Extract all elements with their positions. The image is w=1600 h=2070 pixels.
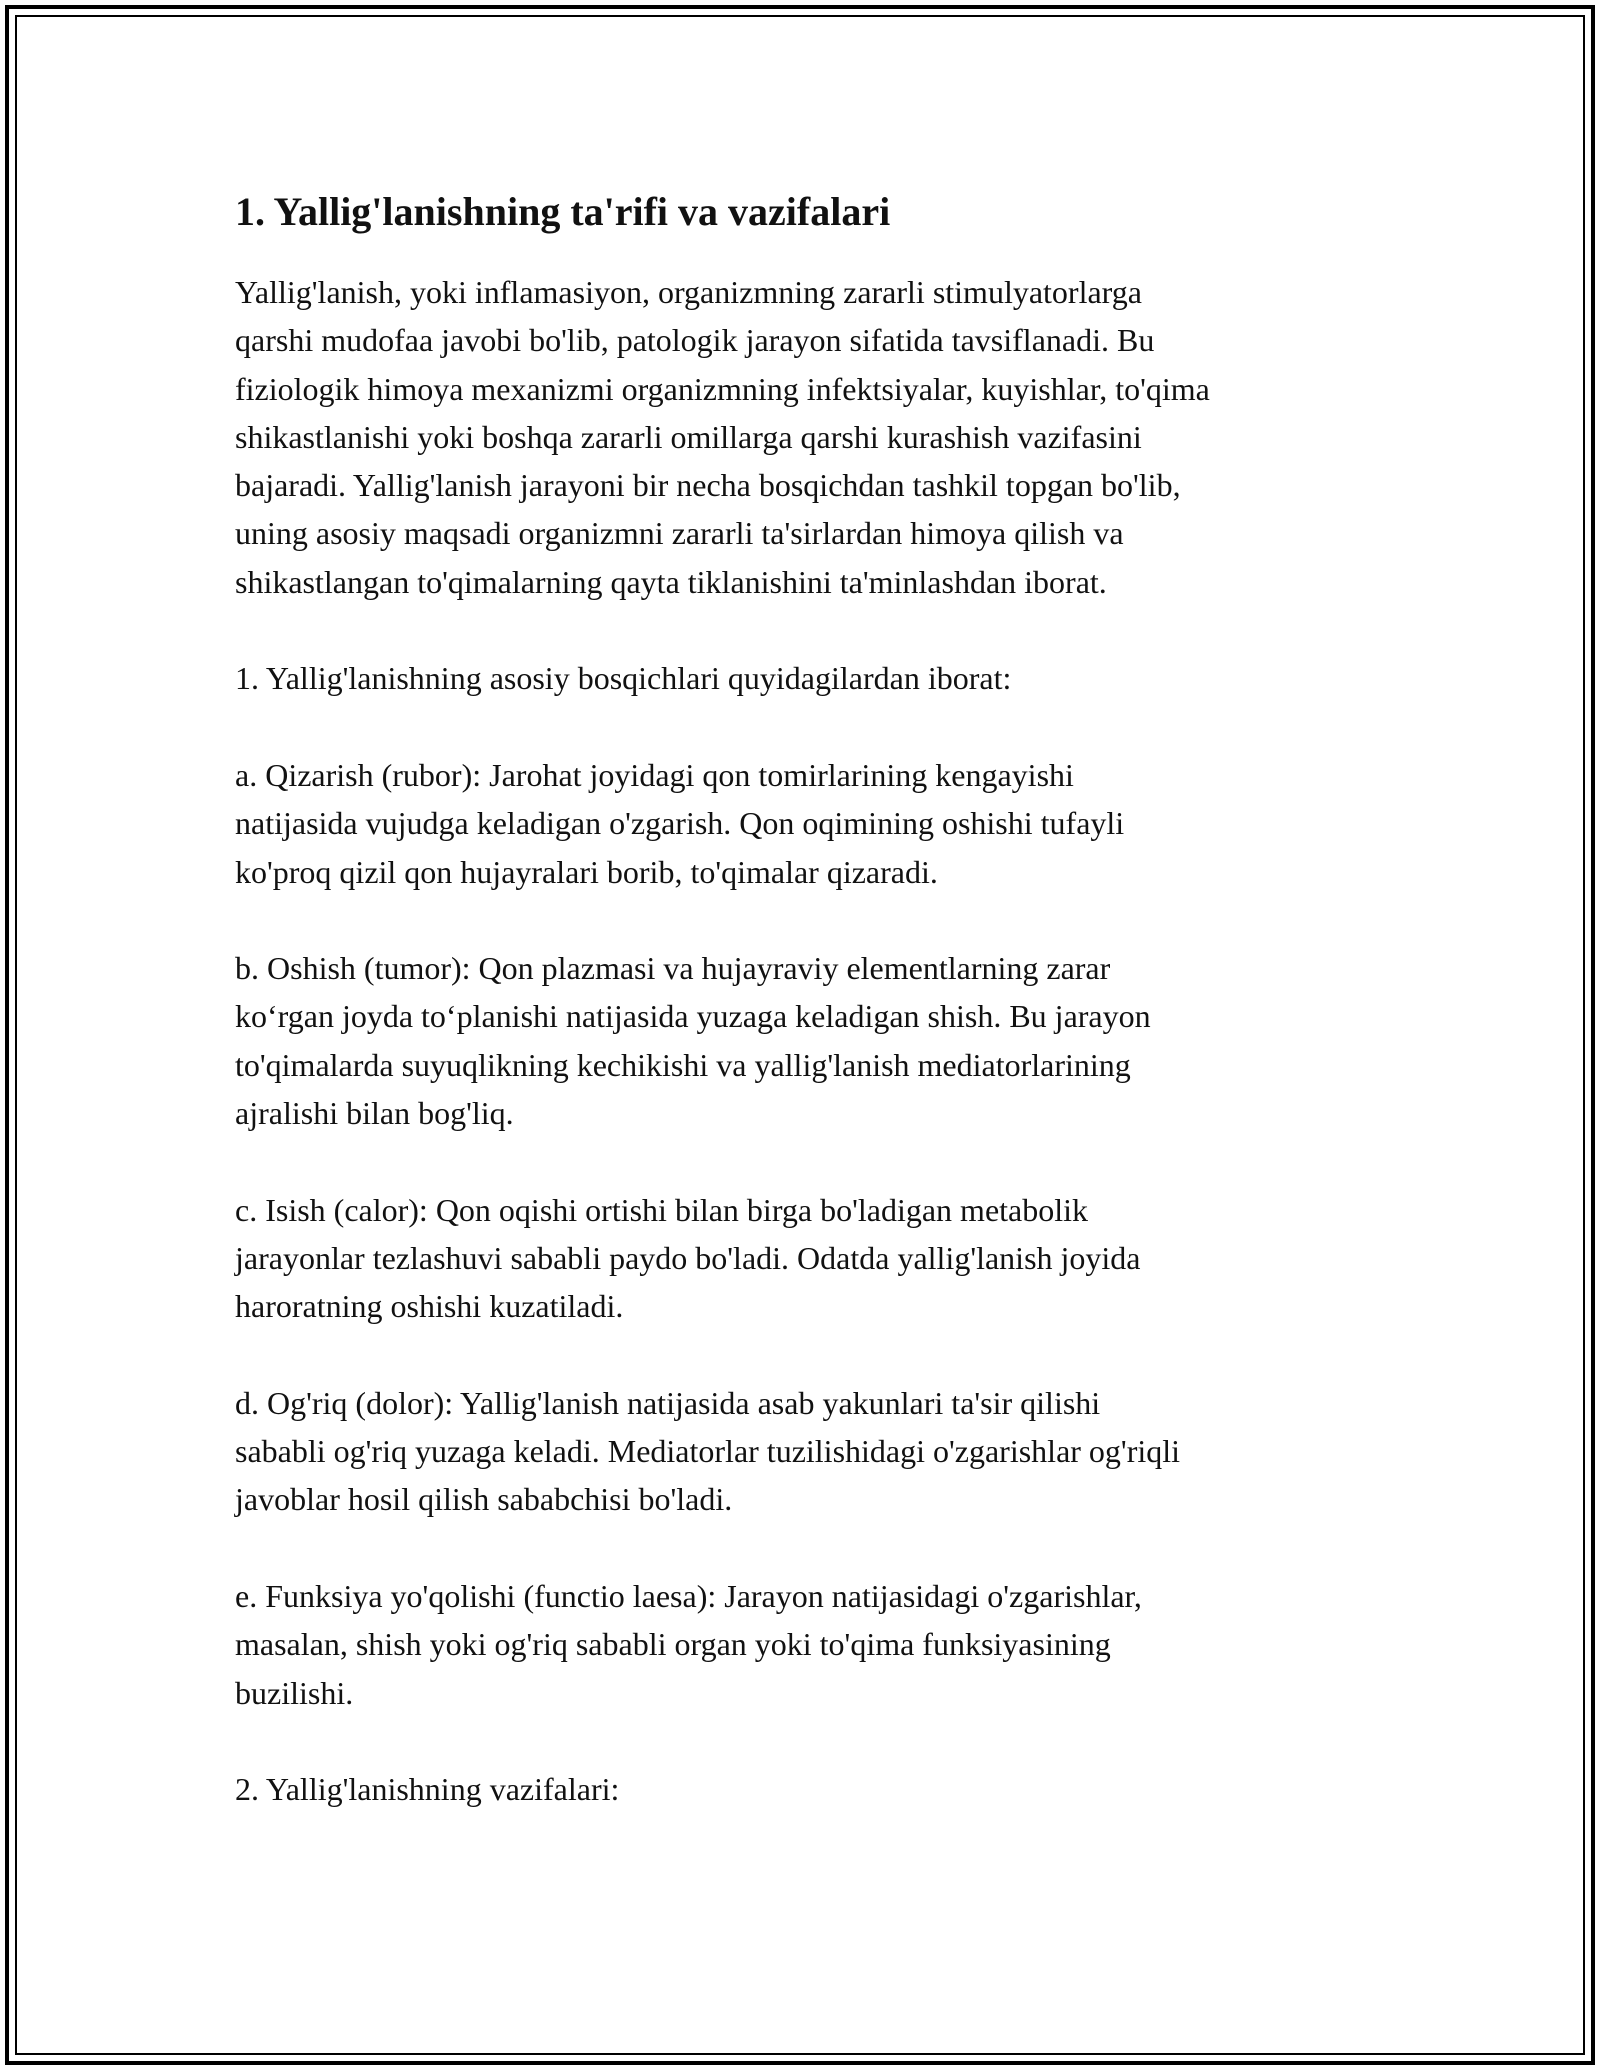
stage-item-calor: c. Isish (calor): Qon oqishi ortishi bilan birga bo'ladigan metabolik jarayonlar tezlashuvi sababli paydo bo'ladi. Odatda yallig'lanish joyida haroratning oshishi kuzatiladi. — [235, 1191, 1141, 1325]
stage-item-tumor: b. Oshish (tumor): Qon plazmasi va hujayraviy elementlarning zarar ko‘rgan joyda to‘planishi natijasida yuzaga keladigan shish. Bu jarayon to'qimalarda suyuqlikning kechikishi va yallig'lanish mediatorlarining ajralishi bilan bog'liq. — [235, 950, 1151, 1132]
section-heading: 1. Yallig'lanishning ta'rifi va vazifalari — [235, 189, 891, 234]
spacer — [235, 703, 1365, 751]
spacer — [235, 1524, 1365, 1572]
spacer — [235, 1137, 1365, 1185]
spacer — [235, 896, 1365, 944]
stage-item-dolor: d. Og'riq (dolor): Yallig'lanish natijasida asab yakunlari ta'sir qilishi sababli og'riq yuzaga keladi. Mediatorlar tuzilishidagi o'zgarishlar og'riqli javoblar hosil qilish sababchisi bo'ladi. — [235, 1384, 1181, 1518]
document-body — [235, 186, 1365, 1814]
spacer — [235, 1331, 1365, 1379]
stage-item-functio-laesa: e. Funksiya yo'qolishi (functio laesa): Jarayon natijasidagi o'zgarishlar, masalan, shish yoki og'riq sababli organ yoki to'qima funksiyasining buzilishi. — [235, 1578, 1142, 1711]
stage-item-rubor: a. Qizarish (rubor): Jarohat joyidagi qon tomirlarining kengayishi natijasida vujudga keladigan o'zgarish. Qon oqimining oshishi tufayli ko'proq qizil qon hujayralari borib, to'qimalar qizaradi. — [235, 756, 1125, 890]
functions-title: 2. Yallig'lanishning vazifalari: — [235, 1771, 620, 1808]
spacer — [235, 606, 1365, 654]
intro-paragraph: Yallig'lanish, yoki inflamasiyon, organizmning zararli stimulyatorlarga qarshi mudofaa javobi bo'lib, patologik jarayon sifatida tavsiflanadi. Bu fiziologik himoya mexanizmi organizmning infektsiyalar, kuyishlar, to'qima shikastlanishi yoki boshqa zararli omillarga qarshi kurashish vazifasini bajaradi. Yallig'lanish jarayoni bir necha bosqichdan tashkil topgan bo'lib, uning asosiy maqsadi organizmni zararli ta'sirlardan himoya qilish va shikastlangan to'qimalarning qayta tiklanishini ta'minlashdan iborat. — [235, 274, 1210, 600]
stages-title: 1. Yallig'lanishning asosiy bosqichlari quyidagilardan iborat: — [235, 660, 1012, 697]
spacer — [235, 1717, 1365, 1765]
